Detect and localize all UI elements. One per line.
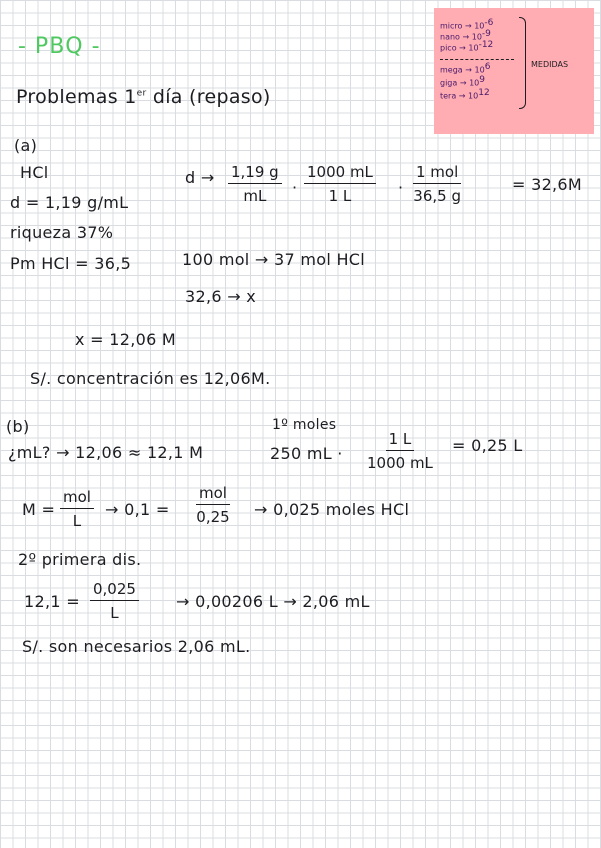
note-label: MEDIDAS [531,60,569,69]
multiply-dot: · [292,178,298,197]
unit-line-giga: giga → $10^9$ [440,75,485,88]
unit-line-pico: pico → $10^{-12}$ [440,40,494,53]
given-line: HCl [20,163,49,182]
fraction-numerator: mol [196,484,230,505]
given-line: riqueza 37% [10,223,114,242]
heading-text: Problemas 1 [16,86,137,108]
volume-line: 250 mL · [270,444,343,463]
heading-superscript: er [136,88,147,99]
fraction-denominator: mL [243,187,267,205]
step-two: 2º primera dis. [18,550,142,569]
part-b-label: (b) [6,417,30,436]
fraction-mol-per-vol [196,484,230,526]
density-label: d → [185,168,215,187]
equation-label: 12,1 = [24,592,80,611]
proportion-line: 32,6 → x [185,287,257,306]
multiply-dot: · [398,178,404,197]
fraction-numerator: 1,19 g [228,163,282,184]
given-line: Pm HCl = 36,5 [10,254,132,273]
molarity-label: M = [22,500,56,519]
fraction-numerator: mol [60,488,94,509]
molarity-result: = 32,6M [512,175,583,194]
fraction-denominator: 36,5 g [413,187,461,205]
fraction-liters [367,430,433,472]
bracket-icon [519,17,526,109]
equation-result: → 0,00206 L → 2,06 mL [176,592,370,611]
solution-b: S/. son necesarios 2,06 mL. [22,637,251,656]
unit-line-mega: mega → $10^6$ [440,62,491,75]
fraction-equation [90,580,139,622]
moles-result: → 0,025 moles HCl [254,500,410,519]
fraction-mol-per-l [60,488,94,530]
fraction-denominator: 1 L [328,187,352,205]
molarity-mid: → 0,1 = [105,500,170,519]
page-title: - PBQ - [18,34,101,59]
given-line: d = 1,19 g/mL [10,193,129,212]
fraction-numerator: 0,025 [90,580,139,601]
note-divider [440,59,514,60]
volume-result: = 0,25 L [452,436,523,455]
fraction-volume [304,163,376,205]
fraction-numerator: 1000 mL [304,163,376,184]
page-heading [16,86,271,108]
moles-annotation: 1º moles [272,417,337,433]
fraction-denominator: 0,25 [196,508,230,526]
fraction-numerator: 1 mol [413,163,461,184]
x-result: x = 12,06 M [75,330,177,349]
proportion-line: 100 mol → 37 mol HCl [182,250,366,269]
unit-line-tera: tera → $10^{12}$ [440,88,490,101]
unit-line-micro: micro → $10^{-6}$ [440,18,494,31]
part-a-label: (a) [14,136,38,155]
heading-text-end: día (repaso) [146,86,271,108]
unit-line-nano: nano → $10^{-9}$ [440,29,491,42]
fraction-density [228,163,282,205]
solution-a: S/. concentración es 12,06M. [30,369,271,388]
units-sticky-note [434,8,594,134]
fraction-molar-mass [413,163,461,205]
fraction-denominator: L [72,512,82,530]
fraction-denominator: 1000 mL [367,454,433,472]
question-line: ¿mL? → 12,06 ≈ 12,1 M [8,443,204,462]
fraction-numerator: 1 L [386,430,415,451]
fraction-denominator: L [110,604,119,622]
